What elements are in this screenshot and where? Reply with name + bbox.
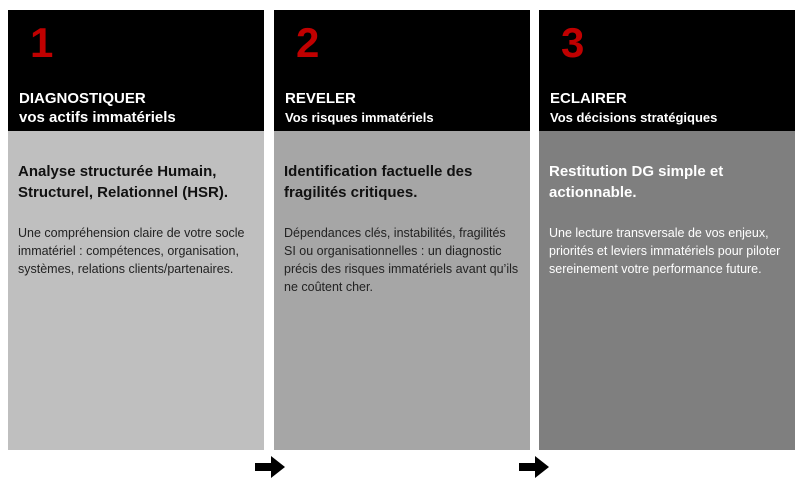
step-text-3: Une lecture transversale de vos enjeux, priorités et leviers immatériels pour piloter sereinement votre performance future. [549,226,781,276]
step-text-2: Dépendances clés, instabilités, fragilités SI ou organisationnelles : un diagnostic précis des risques immatériels avant qu’ils ne coûtent cher. [284,226,519,294]
step-body-3 [539,131,795,450]
step-title-1: DIAGNOSTIQUER [19,90,146,107]
arrow-right-icon [255,456,285,478]
step-subtitle-3: Vos décisions stratégiques [550,110,718,125]
step-header-2 [274,10,530,131]
step-number-2: 2 [296,19,320,66]
step-body-2 [274,131,530,450]
step-number-1: 1 [30,19,54,66]
step-title-3: ECLAIRER [550,90,627,107]
arrow-right-icon [519,456,549,478]
step-header-1 [8,10,264,131]
step-card-1 [8,10,264,450]
step-card-2 [274,10,530,450]
step-number-3: 3 [561,19,585,66]
step-lead-2: Identification factuelle des fragilités critiques. [284,163,473,201]
step-subtitle-2: Vos risques immatériels [285,110,434,125]
step-card-3 [539,10,795,450]
step-lead-1: Analyse structurée Humain, Structurel, Relationnel (HSR). [18,163,229,201]
step-header-3 [539,10,795,131]
step-subtitle-1: vos actifs immatériels [19,109,176,126]
step-title-2: REVELER [285,90,356,107]
step-lead-3: Restitution DG simple et actionnable. [549,163,724,201]
step-body-1 [8,131,264,450]
step-text-1: Une compréhension claire de votre socle immatériel : compétences, organisation, systèmes, relations clients/partenaires. [18,226,245,276]
